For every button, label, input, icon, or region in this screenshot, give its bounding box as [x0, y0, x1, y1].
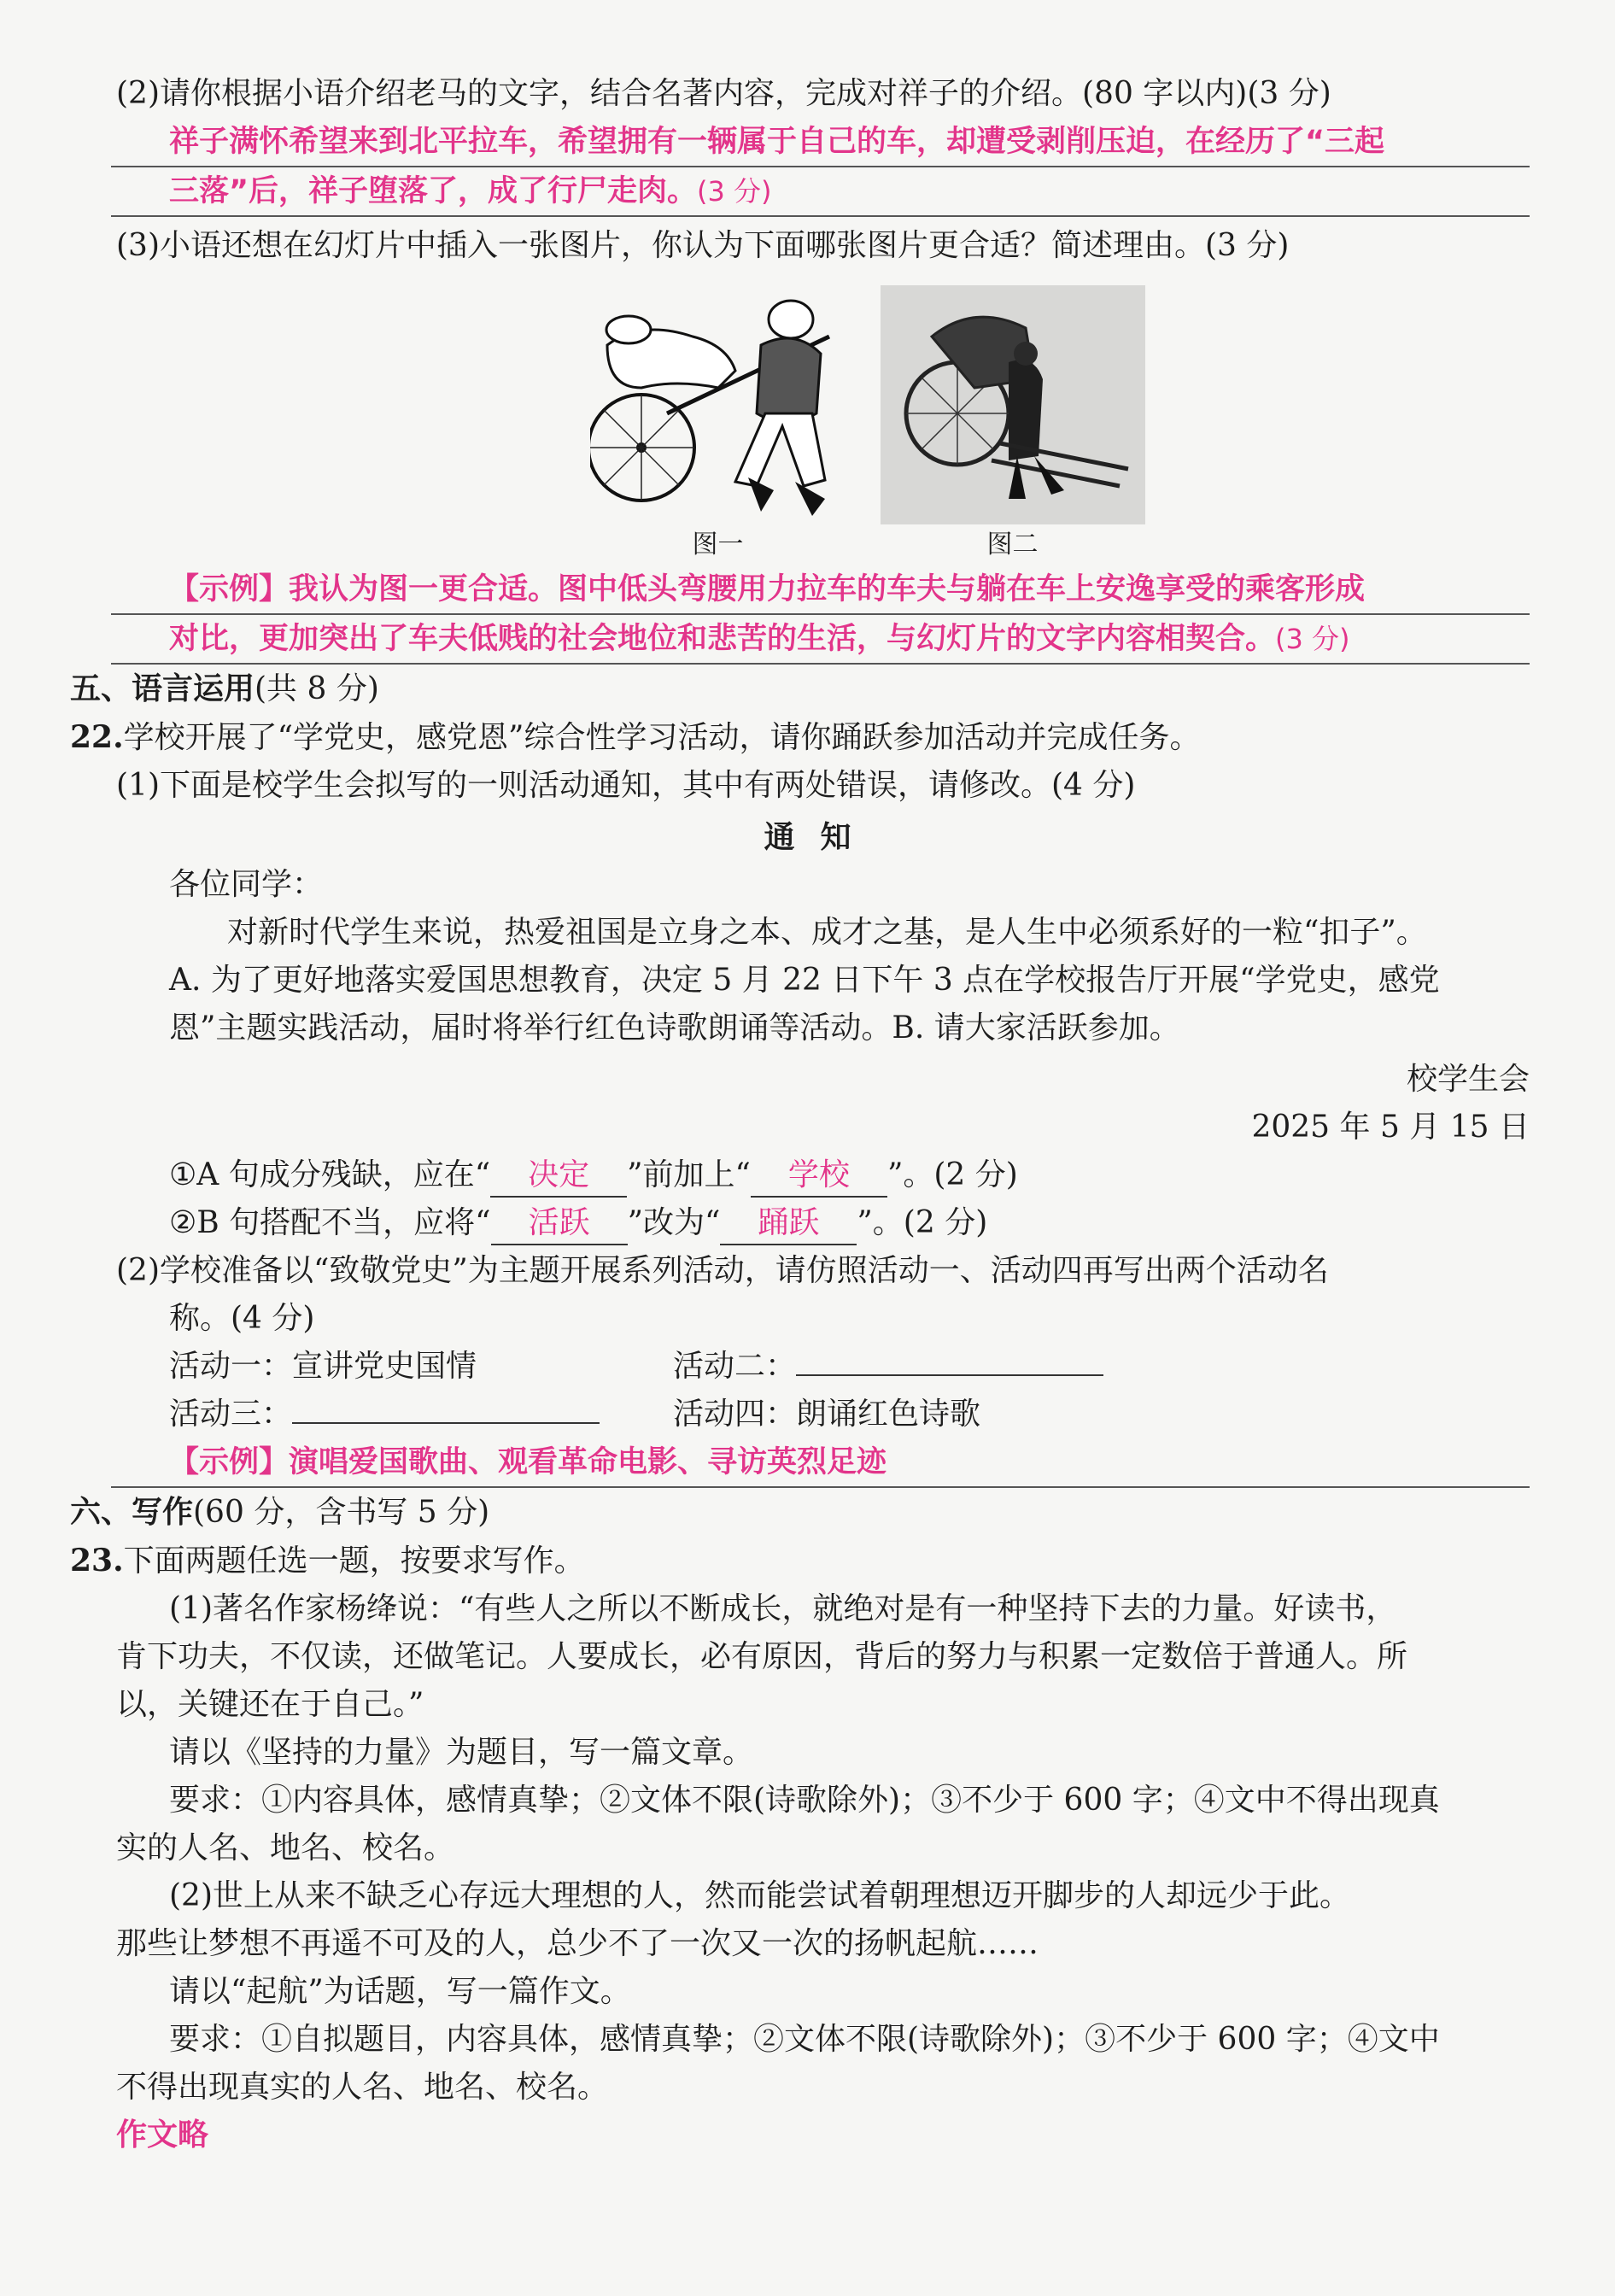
q23-p1-line2: 肯下功夫，不仅读，还做笔记。人要成长，必有原因，背后的努力与积累一定数倍于普通人。所	[116, 1639, 1408, 1674]
fix-text: ”改为“	[627, 1205, 721, 1240]
answer-text: 祥子满怀希望来到北平拉车，希望拥有一辆属于自己的车，却遭受剥削压迫，在经历了“三起	[169, 125, 1385, 159]
activity-row-1	[111, 1343, 1530, 1391]
q21-3-question: (3)小语还想在幻灯片中插入一张图片，你认为下面哪张图片更合适？简述理由。(3 分)	[116, 228, 1290, 263]
answer-blank: 学校	[751, 1155, 887, 1198]
fix-text: ①A 句成分残缺，应在“	[169, 1157, 491, 1192]
q23-p2-req-line2: 不得出现真实的人名、地名、校名。	[116, 2070, 609, 2105]
section-title: 六、写作	[70, 1494, 194, 1530]
section-score: (60 分，含书写 5 分)	[193, 1495, 490, 1530]
answer-text: 【示例】演唱爱国歌曲、观看革命电影、寻访英烈足迹	[169, 1445, 887, 1479]
activity-label: 活动二：	[673, 1349, 797, 1384]
section-title: 五、语言运用	[70, 671, 255, 706]
q22-stem	[70, 713, 1530, 762]
notice-body-line3: 恩”主题实践活动，届时将举行红色诗歌朗诵等活动。B. 请大家活跃参加。	[169, 1010, 1180, 1046]
q23-p1-req-line1: 要求：①内容具体，感情真挚；②文体不限(诗歌除外)；③不少于 600 字；④文中不得出现真	[169, 1783, 1440, 1818]
q22-sub1: (1)下面是校学生会拟写的一则活动通知，其中有两处错误，请修改。(4 分)	[116, 768, 1136, 803]
figure-1	[590, 285, 846, 565]
answer-text: 三落”后，祥子堕落了，成了行尸走肉。	[169, 174, 698, 208]
figures	[111, 270, 1530, 565]
q23-p1-task: 请以《坚持的力量》为题目，写一篇文章。	[169, 1735, 754, 1770]
question-text: 学校开展了“学党史，感党恩”综合性学习活动，请你踊跃参加活动并完成任务。	[123, 720, 1201, 755]
q22-fix2	[111, 1199, 1530, 1247]
activity-4: 活动四：朗诵红色诗歌	[673, 1397, 981, 1432]
activity-2-blank	[796, 1374, 1103, 1376]
activity-3-blank	[292, 1422, 600, 1424]
activity-3	[169, 1391, 673, 1438]
figure-2	[881, 285, 1145, 565]
notice-date: 2025 年 5 月 15 日	[1251, 1110, 1530, 1145]
fix-text: ”。(2 分)	[886, 1157, 1018, 1192]
q22-sub2-line1: (2)学校准备以“致敬党史”为主题开展系列活动，请仿照活动一、活动四再写出两个活动名	[116, 1253, 1329, 1288]
q21-2-answer-line1	[111, 118, 1530, 167]
answer-text: 对比，更加突出了车夫低贱的社会地位和悲苦的生活，与幻灯片的文字内容相契合。	[169, 622, 1276, 656]
q23-stem	[70, 1537, 1530, 1585]
section-score: (共 8 分)	[255, 671, 379, 706]
q21-2-answer-line2	[111, 167, 1530, 217]
figure-2-caption: 图二	[986, 530, 1039, 559]
q23-p1-line1: (1)著名作家杨绛说：“有些人之所以不断成长，就绝对是有一种坚持下去的力量。好读书，	[169, 1591, 1397, 1626]
question-text: 下面两题任选一题，按要求写作。	[123, 1543, 585, 1578]
q23-p2-line1: (2)世上从来不缺乏心存远大理想的人，然而能尝试着朝理想迈开脚步的人却远少于此。	[169, 1878, 1350, 1913]
rickshaw-photo-image	[881, 285, 1145, 524]
q22-answer	[111, 1438, 1530, 1488]
activity-row-2	[111, 1391, 1530, 1438]
q21-2-question: (2)请你根据小语介绍老马的文字，结合名著内容，完成对祥子的介绍。(80 字以内)(3 分)	[116, 76, 1331, 111]
activity-2	[673, 1343, 1177, 1391]
question-number: 23.	[70, 1543, 124, 1578]
answer-blank: 活跃	[491, 1203, 628, 1245]
q23-p2-line2: 那些让梦想不再遥不可及的人，总少不了一次又一次的扬帆起航……	[116, 1926, 1039, 1961]
notice-body-line2: A. 为了更好地落实爱国思想教育，决定 5 月 22 日下午 3 点在学校报告厅开展“学党史，感党	[169, 963, 1440, 998]
notice-title: 通知	[764, 819, 877, 855]
section-6-heading	[70, 1488, 1530, 1537]
question-number: 22.	[70, 719, 124, 755]
q23-p1-req-line2: 实的人名、地名、校名。	[116, 1830, 455, 1866]
figure-1-caption: 图一	[692, 530, 744, 559]
notice-body-line1: 对新时代学生来说，热爱祖国是立身之本、成才之基，是人生中必须系好的一粒“扣子”。	[227, 915, 1427, 950]
q23-p1-line3: 以，关键还在于自己。”	[116, 1687, 424, 1722]
q23-answer: 作文略	[116, 2117, 209, 2152]
q23-p2-task: 请以“起航”为话题，写一篇作文。	[169, 1974, 631, 2009]
activity-1: 活动一：宣讲党史国情	[169, 1349, 477, 1384]
notice-signer: 校学生会	[1406, 1062, 1530, 1097]
answer-points: (3 分)	[1275, 623, 1350, 655]
answer-points: (3 分)	[697, 175, 772, 208]
q21-3-answer-line2	[111, 615, 1530, 665]
q23-p2-req-line1: 要求：①自拟题目，内容具体，感情真挚；②文体不限(诗歌除外)；③不少于 600 字；④文中	[169, 2022, 1440, 2057]
fix-text: ②B 句搭配不当，应将“	[169, 1205, 491, 1240]
q22-fix1	[111, 1151, 1530, 1199]
q22-sub2-line2: 称。(4 分)	[169, 1301, 315, 1336]
fix-text: ”前加上“	[627, 1157, 751, 1192]
rickshaw-sketch-image	[590, 285, 846, 524]
notice-salutation: 各位同学：	[169, 867, 324, 902]
section-5-heading	[70, 665, 1530, 713]
q21-3-answer-line1	[111, 565, 1530, 615]
answer-blank: 踊跃	[720, 1203, 857, 1245]
activity-label: 活动三：	[169, 1397, 293, 1432]
answer-text: 【示例】我认为图一更合适。图中低头弯腰用力拉车的车夫与躺在车上安逸享受的乘客形成	[169, 572, 1366, 606]
answer-blank: 决定	[490, 1155, 627, 1198]
fix-text: ”。(2 分)	[857, 1205, 988, 1240]
